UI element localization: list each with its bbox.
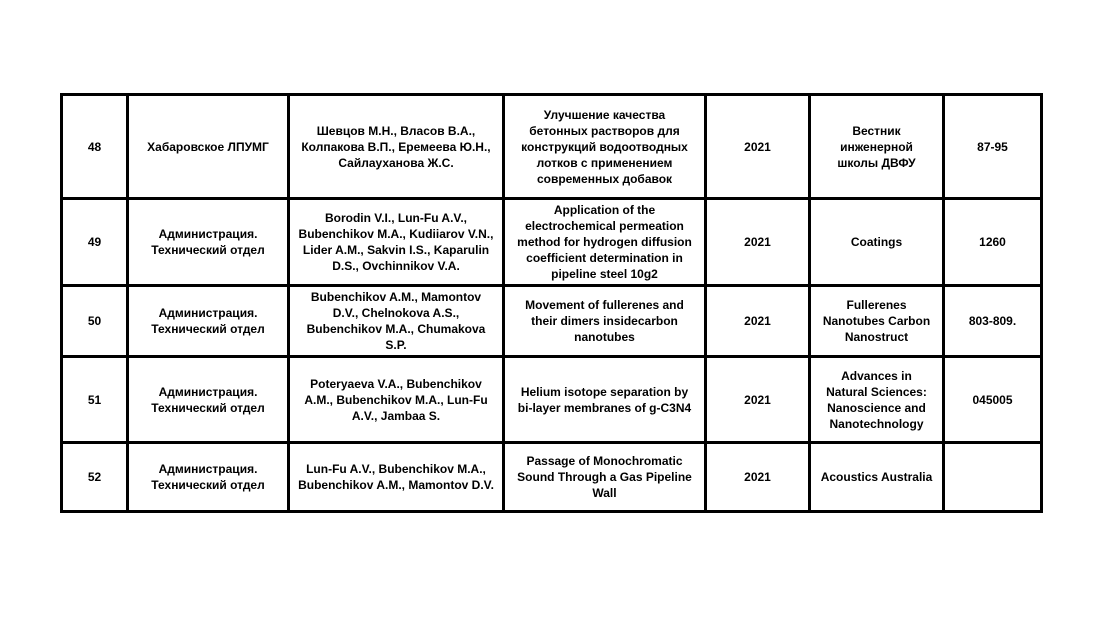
- table-row: [62, 443, 1042, 512]
- cell-title: Movement of fullerenes and their dimers insidecarbon nanotubes: [504, 286, 706, 357]
- cell-authors: Bubenchikov A.M., Mamontov D.V., Chelnokova A.S., Bubenchikov M.A., Chumakova S.P.: [289, 286, 504, 357]
- cell-title: Passage of Monochromatic Sound Through a Gas Pipeline Wall: [504, 443, 706, 512]
- cell-year: 2021: [706, 95, 810, 199]
- publications-table: [60, 93, 1043, 513]
- cell-pages: 87-95: [944, 95, 1042, 199]
- cell-journal: Acoustics Australia: [810, 443, 944, 512]
- cell-number: 48: [62, 95, 128, 199]
- cell-authors: Borodin V.I., Lun-Fu A.V., Bubenchikov M.A., Kudiiarov V.N., Lider A.M., Sakvin I.S., Kaparulin D.S., Ovchinnikov V.A.: [289, 199, 504, 286]
- cell-authors: Poteryaeva V.A., Bubenchikov A.M., Bubenchikov M.A., Lun-Fu A.V., Jambaa S.: [289, 357, 504, 443]
- cell-department: Хабаровское ЛПУМГ: [128, 95, 289, 199]
- cell-pages: [944, 443, 1042, 512]
- table-row: [62, 199, 1042, 286]
- cell-department: Администрация. Технический отдел: [128, 286, 289, 357]
- cell-number: 52: [62, 443, 128, 512]
- cell-journal: Advances in Natural Sciences: Nanoscience and Nanotechnology: [810, 357, 944, 443]
- table-row: [62, 95, 1042, 199]
- cell-authors: Lun-Fu A.V., Bubenchikov M.A., Bubenchikov A.M., Mamontov D.V.: [289, 443, 504, 512]
- cell-number: 49: [62, 199, 128, 286]
- cell-number: 50: [62, 286, 128, 357]
- cell-year: 2021: [706, 443, 810, 512]
- cell-number: 51: [62, 357, 128, 443]
- cell-journal: Вестник инженерной школы ДВФУ: [810, 95, 944, 199]
- cell-title: Application of the electrochemical permeation method for hydrogen diffusion coefficient determination in pipeline steel 10g2: [504, 199, 706, 286]
- cell-authors: Шевцов М.Н., Власов В.А., Колпакова В.П., Еремеева Ю.Н., Сайлауханова Ж.С.: [289, 95, 504, 199]
- cell-journal: Coatings: [810, 199, 944, 286]
- cell-year: 2021: [706, 357, 810, 443]
- cell-journal: Fullerenes Nanotubes Carbon Nanostruct: [810, 286, 944, 357]
- cell-pages: 1260: [944, 199, 1042, 286]
- table-row: [62, 357, 1042, 443]
- cell-year: 2021: [706, 286, 810, 357]
- cell-department: Администрация. Технический отдел: [128, 357, 289, 443]
- cell-title: Улучшение качества бетонных растворов для конструкций водоотводных лотков с применением современных добавок: [504, 95, 706, 199]
- cell-department: Администрация. Технический отдел: [128, 199, 289, 286]
- cell-title: Helium isotope separation by bi-layer membranes of g-C3N4: [504, 357, 706, 443]
- cell-department: Администрация. Технический отдел: [128, 443, 289, 512]
- cell-pages: 045005: [944, 357, 1042, 443]
- table-row: [62, 286, 1042, 357]
- cell-pages: 803-809.: [944, 286, 1042, 357]
- cell-year: 2021: [706, 199, 810, 286]
